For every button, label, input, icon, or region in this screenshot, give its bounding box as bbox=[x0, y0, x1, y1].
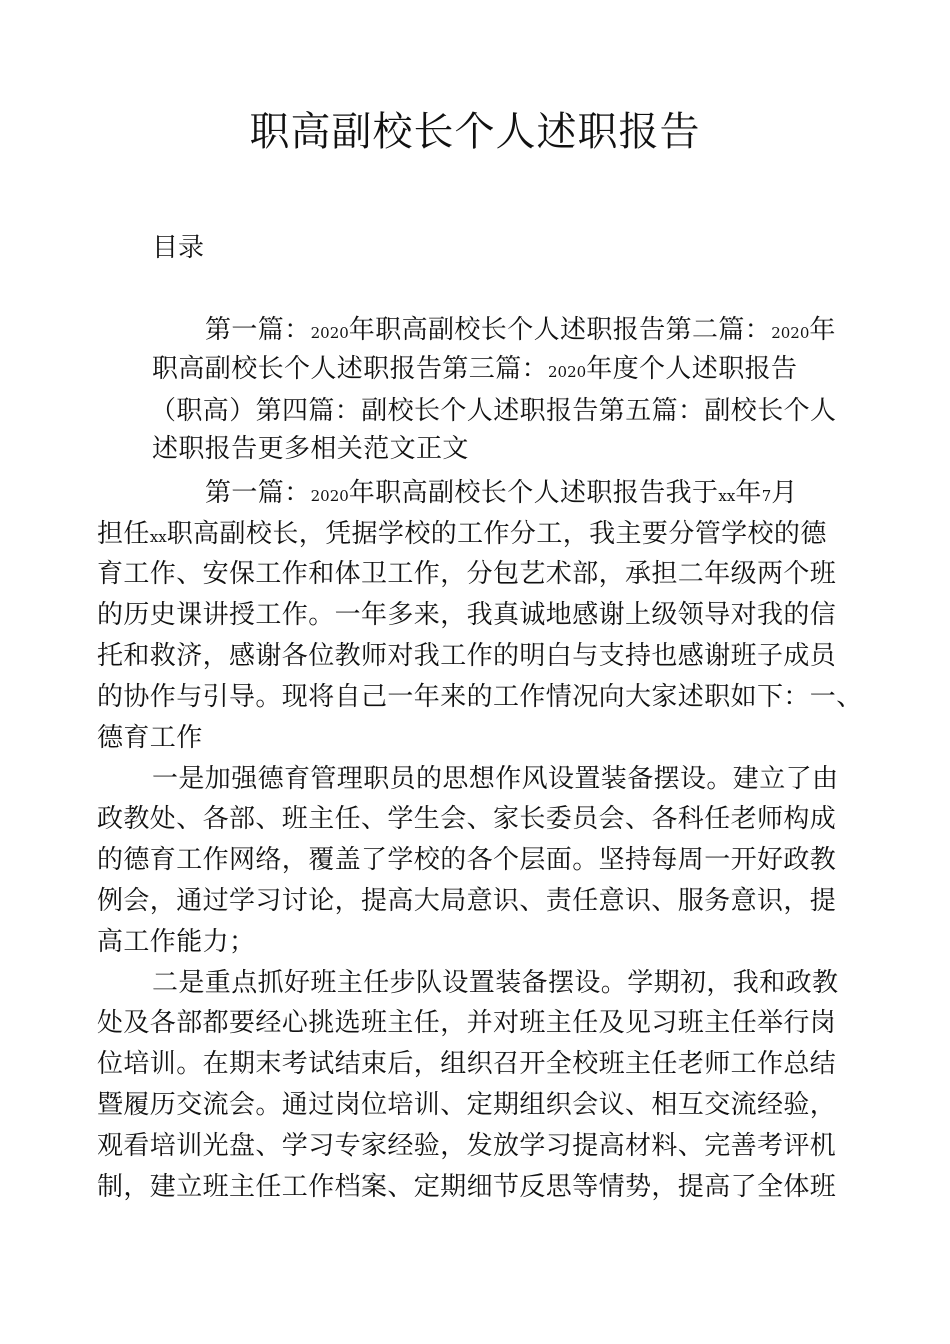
body-line bbox=[97, 555, 836, 593]
text-segment: 二是重点抓好班主任步队设置装备摆设。学期初，我和政教 bbox=[152, 968, 839, 998]
text-segment: 年职高副校长个人述职报告我于 bbox=[348, 478, 719, 508]
body-line bbox=[152, 964, 838, 1002]
body-line bbox=[97, 637, 836, 675]
text-segment: 的协作与引导。现将自己一年来的工作情况向大家述职如下：一、 bbox=[97, 682, 863, 712]
text-segment: 月 bbox=[771, 478, 798, 508]
inline-number: 2020 bbox=[310, 487, 349, 505]
text-segment: 位培训。在期末考试结束后，组织召开全校班主任老师工作总结 bbox=[97, 1049, 837, 1079]
body-line bbox=[152, 430, 469, 468]
body-line bbox=[97, 841, 836, 879]
body-line bbox=[97, 800, 836, 838]
body-line bbox=[97, 1045, 836, 1083]
inline-number: 7 bbox=[761, 487, 772, 505]
body-line bbox=[152, 760, 838, 798]
text-segment: 观看培训光盘、学习专家经验，发放学习提高材料、完善考评机 bbox=[97, 1131, 837, 1161]
text-segment: 的历史课讲授工作。一年多来，我真诚地感谢上级领导对我的信 bbox=[97, 600, 837, 630]
text-segment: （职高）第四篇：副校长个人述职报告第五篇：副校长个人 bbox=[150, 396, 837, 426]
text-segment: 职高副校长个人述职报告第三篇： bbox=[152, 354, 549, 384]
text-segment: 职高副校长，凭据学校的工作分工，我主要分管学校的德 bbox=[166, 519, 827, 549]
body-line bbox=[150, 392, 836, 430]
body-line bbox=[205, 474, 798, 515]
body-line bbox=[97, 1004, 836, 1042]
text-segment: 育工作、安保工作和体卫工作，分包艺术部，承担二年级两个班 bbox=[97, 559, 837, 589]
text-segment: 德育工作 bbox=[97, 723, 203, 753]
toc-heading: 目录 bbox=[152, 233, 205, 263]
text-segment: 年职高副校长个人述职报告第二篇： bbox=[348, 315, 772, 345]
text-segment: 处及各部都要经心挑选班主任，并对班主任及见习班主任举行岗 bbox=[97, 1008, 837, 1038]
body-line bbox=[97, 719, 203, 757]
text-segment: 年 bbox=[809, 315, 836, 345]
text-segment: 一是加强德育管理职员的思想作风设置装备摆设。建立了由 bbox=[152, 764, 839, 794]
inline-number: 2020 bbox=[548, 363, 587, 381]
text-segment: 第一篇： bbox=[205, 315, 311, 345]
inline-number: xx bbox=[149, 528, 167, 546]
body-line bbox=[97, 882, 836, 920]
body-line bbox=[97, 1127, 836, 1165]
text-segment: 述职报告更多相关范文正文 bbox=[152, 434, 469, 464]
text-segment: 政教处、各部、班主任、学生会、家长委员会、各科任老师构成 bbox=[97, 804, 837, 834]
text-segment: 的德育工作网络，覆盖了学校的各个层面。坚持每周一开好政教 bbox=[97, 845, 837, 875]
body-line bbox=[97, 923, 255, 961]
text-segment: 年 bbox=[735, 478, 762, 508]
body-line bbox=[97, 1168, 836, 1206]
text-segment: 暨履历交流会。通过岗位培训、定期组织会议、相互交流经验， bbox=[97, 1090, 837, 1120]
text-segment: 第一篇： bbox=[205, 478, 311, 508]
inline-number: 2020 bbox=[310, 324, 349, 342]
inline-number: 2020 bbox=[771, 324, 810, 342]
text-segment: 例会，通过学习讨论，提高大局意识、责任意识、服务意识，提 bbox=[97, 886, 837, 916]
document-title: 职高副校长个人述职报告 bbox=[249, 109, 701, 155]
text-segment: 高工作能力； bbox=[97, 927, 256, 957]
inline-number: xx bbox=[718, 487, 736, 505]
body-line bbox=[205, 311, 836, 352]
body-line bbox=[152, 350, 797, 391]
text-segment: 年度个人述职报告 bbox=[586, 354, 798, 384]
text-segment: 制，建立班主任工作档案、定期细节反思等情势，提高了全体班 bbox=[97, 1172, 837, 1202]
body-line bbox=[97, 1086, 836, 1124]
text-segment: 担任 bbox=[97, 519, 150, 549]
body-line bbox=[97, 678, 863, 716]
body-line bbox=[97, 515, 827, 556]
body-line bbox=[97, 596, 836, 634]
text-segment: 托和救济，感谢各位教师对我工作的明白与支持也感谢班子成员 bbox=[97, 641, 837, 671]
